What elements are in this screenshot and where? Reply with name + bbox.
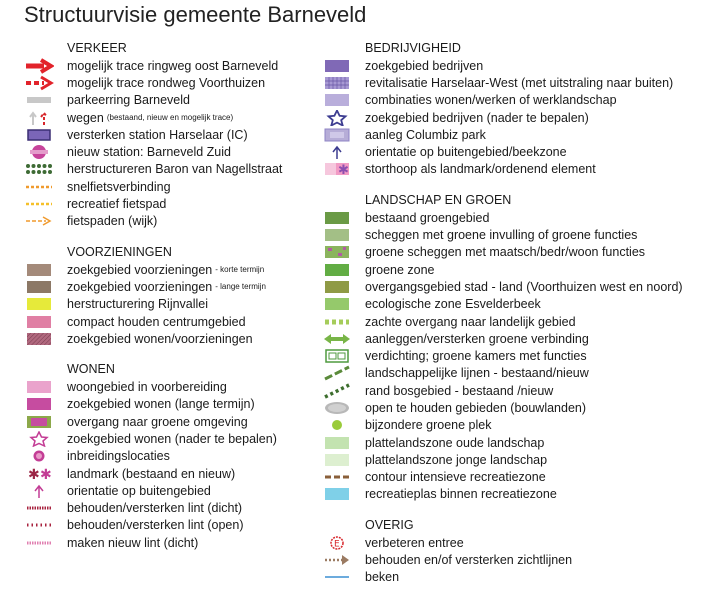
legend-item-label: zoekgebied voorzieningen bbox=[67, 279, 213, 294]
legend-item-label: revitalisatie Harselaar-West (met uitstraling naar buiten) bbox=[365, 75, 674, 90]
legend-item-label: overgang naar groene omgeving bbox=[67, 414, 248, 429]
legend-item-label: behouden/versterken lint (open) bbox=[67, 518, 244, 533]
swatch-icon bbox=[322, 210, 352, 226]
legend-item bbox=[322, 92, 714, 109]
legend-item bbox=[24, 396, 314, 413]
dashed-diagonal-icon bbox=[322, 365, 352, 381]
legend-item-label: scheggen met groene invulling of groene functies bbox=[365, 228, 638, 243]
legend-column-right bbox=[322, 40, 714, 600]
legend-item-label: behouden/versterken lint (dicht) bbox=[67, 501, 243, 516]
legend-item bbox=[24, 465, 314, 482]
legend-item-label: bijzondere groene plek bbox=[365, 418, 492, 433]
swatch-icon bbox=[322, 296, 352, 312]
station-circle-icon bbox=[24, 144, 54, 160]
legend-item bbox=[322, 244, 714, 261]
legend-item-label: landmark (bestaand en nieuw) bbox=[67, 466, 236, 481]
section-heading-wonen: WONEN bbox=[67, 362, 115, 377]
section-bedrijvigheid bbox=[322, 40, 714, 178]
dotted-diagonal-icon bbox=[322, 383, 352, 399]
swatch-icon bbox=[322, 279, 352, 295]
contour-line-icon bbox=[322, 469, 352, 485]
legend-item bbox=[24, 92, 314, 109]
orange-dashed-arrow-icon bbox=[24, 213, 54, 229]
legend-item bbox=[322, 74, 714, 91]
legend-item-label: zoekgebied wonen/voorzieningen bbox=[67, 331, 253, 346]
legend-item bbox=[24, 161, 314, 178]
green-dotted-line-icon bbox=[322, 314, 352, 330]
legend-item-label: aanleg Columbiz park bbox=[365, 127, 486, 142]
swatch-icon bbox=[322, 486, 352, 502]
legend-title: Structuurvisie gemeente Barneveld bbox=[24, 2, 367, 27]
swatch-icon bbox=[322, 262, 352, 278]
legend-item bbox=[24, 195, 314, 212]
legend-item-label: verdichting; groene kamers met functies bbox=[365, 349, 587, 364]
legend-item-label: verbeteren entree bbox=[365, 535, 464, 550]
legend-item-label: zachte overgang naar landelijk gebied bbox=[365, 314, 576, 329]
legend-item-label: recreatieplas binnen recreatiezone bbox=[365, 487, 557, 502]
legend-item bbox=[24, 261, 314, 278]
svg-text:E: E bbox=[334, 539, 340, 550]
legend-item-label: groene zone bbox=[365, 262, 435, 277]
legend-item bbox=[322, 226, 714, 243]
legend-item-label: landschappelijke lijnen - bestaand/nieuw bbox=[365, 366, 589, 381]
legend-item bbox=[322, 434, 714, 451]
legend-item-label: zoekgebied bedrijven bbox=[365, 58, 484, 73]
legend-item bbox=[24, 448, 314, 465]
yellow-dotted-line-icon bbox=[24, 196, 54, 212]
legend-item-label: rand bosgebied - bestaand /nieuw bbox=[365, 383, 554, 398]
legend-item bbox=[322, 569, 714, 586]
legend-item bbox=[24, 330, 314, 347]
lint-open-icon bbox=[24, 517, 54, 533]
legend-item bbox=[24, 213, 314, 230]
legend-item bbox=[322, 57, 714, 74]
orange-dotted-line-icon bbox=[24, 179, 54, 195]
swatch-icon bbox=[24, 279, 54, 295]
legend-item bbox=[322, 161, 714, 178]
green-box-icon bbox=[322, 348, 352, 364]
legend-item bbox=[322, 486, 714, 503]
legend-item-label: maken nieuw lint (dicht) bbox=[67, 535, 199, 550]
legend-item-label: combinaties wonen/werken of werklandschap bbox=[365, 93, 617, 108]
road-arrows-icon bbox=[24, 110, 54, 126]
legend-item-label: plattelandszone oude landschap bbox=[365, 435, 545, 450]
legend-item bbox=[24, 413, 314, 430]
asterisk-icon bbox=[24, 466, 54, 482]
legend-item bbox=[322, 296, 714, 313]
blue-line-icon bbox=[322, 569, 352, 585]
grid-swatch-icon bbox=[322, 75, 352, 91]
legend-item bbox=[322, 313, 714, 330]
legend-item-label: zoekgebied voorzieningen bbox=[67, 262, 213, 277]
hatched-swatch-icon bbox=[24, 331, 54, 347]
legend-item-note: - lange termijn bbox=[215, 282, 266, 292]
legend-item-label: mogelijk trace ringweg oost Barneveld bbox=[67, 58, 279, 73]
blue-star-icon bbox=[322, 110, 352, 126]
legend-item-label: snelfietsverbinding bbox=[67, 179, 171, 194]
legend-item bbox=[322, 451, 714, 468]
legend-item bbox=[24, 500, 314, 517]
legend-item-label: contour intensieve recreatiezone bbox=[365, 470, 546, 485]
spotted-swatch-icon bbox=[322, 244, 352, 260]
legend-item-label: ecologische zone Esvelderbeek bbox=[365, 297, 541, 312]
legend-item-note: - korte termijn bbox=[215, 265, 265, 275]
legend-item-label: behouden en/of versterken zichtlijnen bbox=[365, 553, 573, 568]
svg-text:✱: ✱ bbox=[40, 466, 52, 482]
section-wonen bbox=[24, 361, 314, 551]
section-heading-bedrijvigheid: BEDRIJVIGHEID bbox=[365, 41, 461, 55]
legend-item bbox=[322, 330, 714, 347]
grey-bar-icon bbox=[24, 92, 54, 108]
legend-item-label: orientatie op buitengebied bbox=[67, 483, 211, 498]
legend-item-label: mogelijk trace rondweg Voorthuizen bbox=[67, 75, 266, 90]
section-verkeer bbox=[24, 40, 314, 230]
legend-item-label: aanleggen/versterken groene verbinding bbox=[365, 331, 589, 346]
legend-item bbox=[24, 126, 314, 143]
legend-item bbox=[322, 347, 714, 364]
section-heading-landschap: LANDSCHAP EN GROEN bbox=[365, 193, 512, 208]
legend-item bbox=[322, 365, 714, 382]
legend-item-label: recreatief fietspad bbox=[67, 197, 167, 212]
swatch-ring-icon bbox=[24, 414, 54, 430]
legend-item-label: bestaand groengebied bbox=[365, 210, 490, 225]
swatch-icon bbox=[322, 92, 352, 108]
lint-new-icon bbox=[24, 535, 54, 551]
swatch-icon bbox=[24, 396, 54, 412]
legend-item bbox=[24, 278, 314, 295]
entree-icon bbox=[322, 535, 352, 551]
legend-item-label: plattelandszone jonge landschap bbox=[365, 452, 548, 467]
swatch-icon bbox=[322, 452, 352, 468]
legend-item bbox=[322, 261, 714, 278]
legend-item-label: fietspaden (wijk) bbox=[67, 214, 158, 229]
legend-item bbox=[24, 57, 314, 74]
legend-item bbox=[24, 313, 314, 330]
pink-arrow-icon bbox=[24, 483, 54, 499]
legend-item bbox=[24, 378, 314, 395]
legend-item-label: wegen bbox=[67, 110, 104, 125]
legend-item-label: nieuw station: Barneveld Zuid bbox=[67, 145, 231, 160]
legend-item-label: herstructurering Rijnvallei bbox=[67, 297, 209, 312]
legend-item-label: groene scheggen met maatsch/bedr/woon functies bbox=[365, 245, 646, 260]
legend-item-label: compact houden centrumgebied bbox=[67, 314, 246, 329]
legend-item bbox=[322, 109, 714, 126]
swatch-icon bbox=[322, 227, 352, 243]
legend-item-label: zoekgebied wonen (nader te bepalen) bbox=[67, 431, 277, 446]
legend-item bbox=[322, 534, 714, 551]
swatch-icon bbox=[24, 314, 54, 330]
legend-item bbox=[322, 382, 714, 399]
legend-item-label: zoekgebied wonen (lange termijn) bbox=[67, 397, 255, 412]
section-overig bbox=[322, 517, 714, 586]
legend-item-label: woongebied in voorbereiding bbox=[67, 380, 227, 395]
legend-item-label: orientatie op buitengebied/beekzone bbox=[365, 145, 567, 160]
station-rect-icon bbox=[24, 127, 54, 143]
legend-item bbox=[322, 469, 714, 486]
green-dot-icon bbox=[322, 417, 352, 433]
legend-item bbox=[24, 143, 314, 160]
blue-arrow-icon bbox=[322, 144, 352, 160]
framed-swatch-icon bbox=[322, 127, 352, 143]
legend-item-label: beken bbox=[365, 570, 400, 585]
legend-column-left bbox=[24, 40, 314, 565]
legend-item-label: zoekgebied bedrijven (nader te bepalen) bbox=[365, 110, 589, 125]
legend-item-label: inbreidingslocaties bbox=[67, 449, 170, 464]
legend-item-label: versterken station Harselaar (IC) bbox=[67, 127, 248, 142]
legend-item bbox=[24, 296, 314, 313]
legend-item-label: parkeerring Barneveld bbox=[67, 93, 190, 108]
legend-item bbox=[322, 399, 714, 416]
legend-item-label: overgangsgebied stad - land (Voorthuizen west en noord) bbox=[365, 279, 683, 294]
swatch-icon bbox=[24, 379, 54, 395]
tree-row-icon bbox=[24, 161, 54, 177]
lint-dense-icon bbox=[24, 500, 54, 516]
oval-icon bbox=[322, 400, 352, 416]
swatch-icon bbox=[24, 262, 54, 278]
pink-circle-icon bbox=[24, 448, 54, 464]
section-landschap-en-groen bbox=[322, 192, 714, 503]
legend-item bbox=[24, 430, 314, 447]
legend-item-label: herstructureren Baron van Nagellstraat bbox=[67, 162, 283, 177]
storthoop-icon bbox=[322, 161, 352, 177]
legend-item bbox=[322, 278, 714, 295]
pink-star-icon bbox=[24, 431, 54, 447]
legend-item bbox=[24, 109, 314, 126]
red-arrow-icon bbox=[24, 58, 54, 74]
legend-item-label: storthoop als landmark/ordenend element bbox=[365, 162, 596, 177]
legend-item-label: open te houden gebieden (bouwlanden) bbox=[365, 400, 587, 415]
double-arrow-icon bbox=[322, 331, 352, 347]
section-heading-verkeer: VERKEER bbox=[67, 41, 127, 55]
legend-item bbox=[24, 517, 314, 534]
svg-text:✱: ✱ bbox=[338, 163, 349, 178]
svg-text:✱: ✱ bbox=[28, 466, 40, 482]
swatch-icon bbox=[322, 58, 352, 74]
section-heading-overig: OVERIG bbox=[365, 518, 414, 533]
red-dashed-arrow-icon bbox=[24, 75, 54, 91]
legend-item bbox=[322, 126, 714, 143]
legend-item bbox=[24, 534, 314, 551]
legend-item bbox=[322, 551, 714, 568]
legend-item bbox=[322, 417, 714, 434]
legend-item bbox=[322, 143, 714, 160]
legend-item bbox=[24, 74, 314, 91]
section-voorzieningen bbox=[24, 244, 314, 347]
legend-item bbox=[24, 482, 314, 499]
sightline-arrow-icon bbox=[322, 552, 352, 568]
legend-item bbox=[322, 209, 714, 226]
legend-item bbox=[24, 178, 314, 195]
section-heading-voorzieningen: VOORZIENINGEN bbox=[67, 244, 172, 259]
legend-item-note: (bestaand, nieuw en mogelijk trace) bbox=[106, 113, 234, 123]
swatch-icon bbox=[24, 296, 54, 312]
swatch-icon bbox=[322, 435, 352, 451]
